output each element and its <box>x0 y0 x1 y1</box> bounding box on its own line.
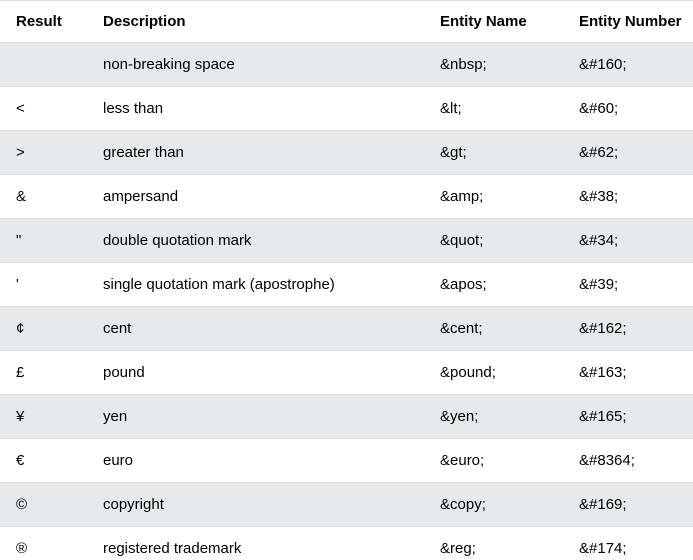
table-row <box>0 526 693 560</box>
cell-description: ampersand <box>103 187 179 205</box>
cell-description: less than <box>103 99 164 117</box>
cell-result: " <box>16 231 22 249</box>
cell-entity-number: &#39; <box>579 275 619 293</box>
cell-entity-name: &amp; <box>440 187 484 205</box>
table-row <box>0 438 693 482</box>
table-row <box>0 86 693 130</box>
cell-result: ' <box>16 275 19 293</box>
cell-description: yen <box>103 407 128 425</box>
table-row <box>0 174 693 218</box>
cell-description: pound <box>103 363 145 381</box>
cell-description: non-breaking space <box>103 55 235 73</box>
header-entity-number: Entity Number <box>579 12 682 30</box>
cell-entity-number: &#34; <box>579 231 619 249</box>
table-row <box>0 306 693 350</box>
cell-result: > <box>16 143 25 161</box>
cell-entity-name: &pound; <box>440 363 496 381</box>
cell-entity-name: &apos; <box>440 275 487 293</box>
table-row <box>0 394 693 438</box>
cell-entity-number: &#165; <box>579 407 627 425</box>
table-row <box>0 218 693 262</box>
cell-result: < <box>16 99 25 117</box>
cell-description: cent <box>103 319 132 337</box>
cell-entity-name: &nbsp; <box>440 55 487 73</box>
cell-result <box>0 42 87 86</box>
cell-entity-number: &#162; <box>579 319 627 337</box>
cell-entity-name: &quot; <box>440 231 484 249</box>
cell-description: greater than <box>103 143 184 161</box>
table-row <box>0 482 693 526</box>
cell-result: & <box>16 187 27 205</box>
cell-entity-number: &#62; <box>579 143 619 161</box>
cell-result: € <box>16 451 25 469</box>
cell-entity-number: &#163; <box>579 363 627 381</box>
table-row <box>0 130 693 174</box>
cell-result: ® <box>16 539 28 557</box>
cell-entity-number: &#174; <box>579 539 627 557</box>
table-header <box>0 1 693 42</box>
cell-entity-name: &reg; <box>440 539 476 557</box>
cell-result: £ <box>16 363 25 381</box>
header-description: Description <box>103 12 186 30</box>
cell-entity-name: &copy; <box>440 495 486 513</box>
header-entity-name: Entity Name <box>440 12 527 30</box>
html-entities-table <box>0 1 693 560</box>
cell-description: single quotation mark (apostrophe) <box>103 275 335 293</box>
cell-entity-number: &#60; <box>579 99 619 117</box>
table-row <box>0 42 693 86</box>
cell-result: ¢ <box>16 319 25 337</box>
cell-entity-name: &lt; <box>440 99 462 117</box>
cell-entity-number: &#38; <box>579 187 619 205</box>
cell-entity-number: &#169; <box>579 495 627 513</box>
cell-entity-name: &euro; <box>440 451 485 469</box>
cell-description: double quotation mark <box>103 231 252 249</box>
cell-entity-name: &yen; <box>440 407 479 425</box>
header-result: Result <box>16 12 62 30</box>
cell-result: ¥ <box>16 407 25 425</box>
cell-entity-number: &#160; <box>579 55 627 73</box>
cell-entity-name: &gt; <box>440 143 467 161</box>
cell-description: copyright <box>103 495 164 513</box>
cell-entity-number: &#8364; <box>579 451 635 469</box>
header-row <box>0 1 693 42</box>
cell-description: euro <box>103 451 134 469</box>
cell-entity-name: &cent; <box>440 319 483 337</box>
cell-result: © <box>16 495 28 513</box>
table-row <box>0 350 693 394</box>
cell-description: registered trademark <box>103 539 242 557</box>
table-body <box>0 42 693 560</box>
table-row <box>0 262 693 306</box>
